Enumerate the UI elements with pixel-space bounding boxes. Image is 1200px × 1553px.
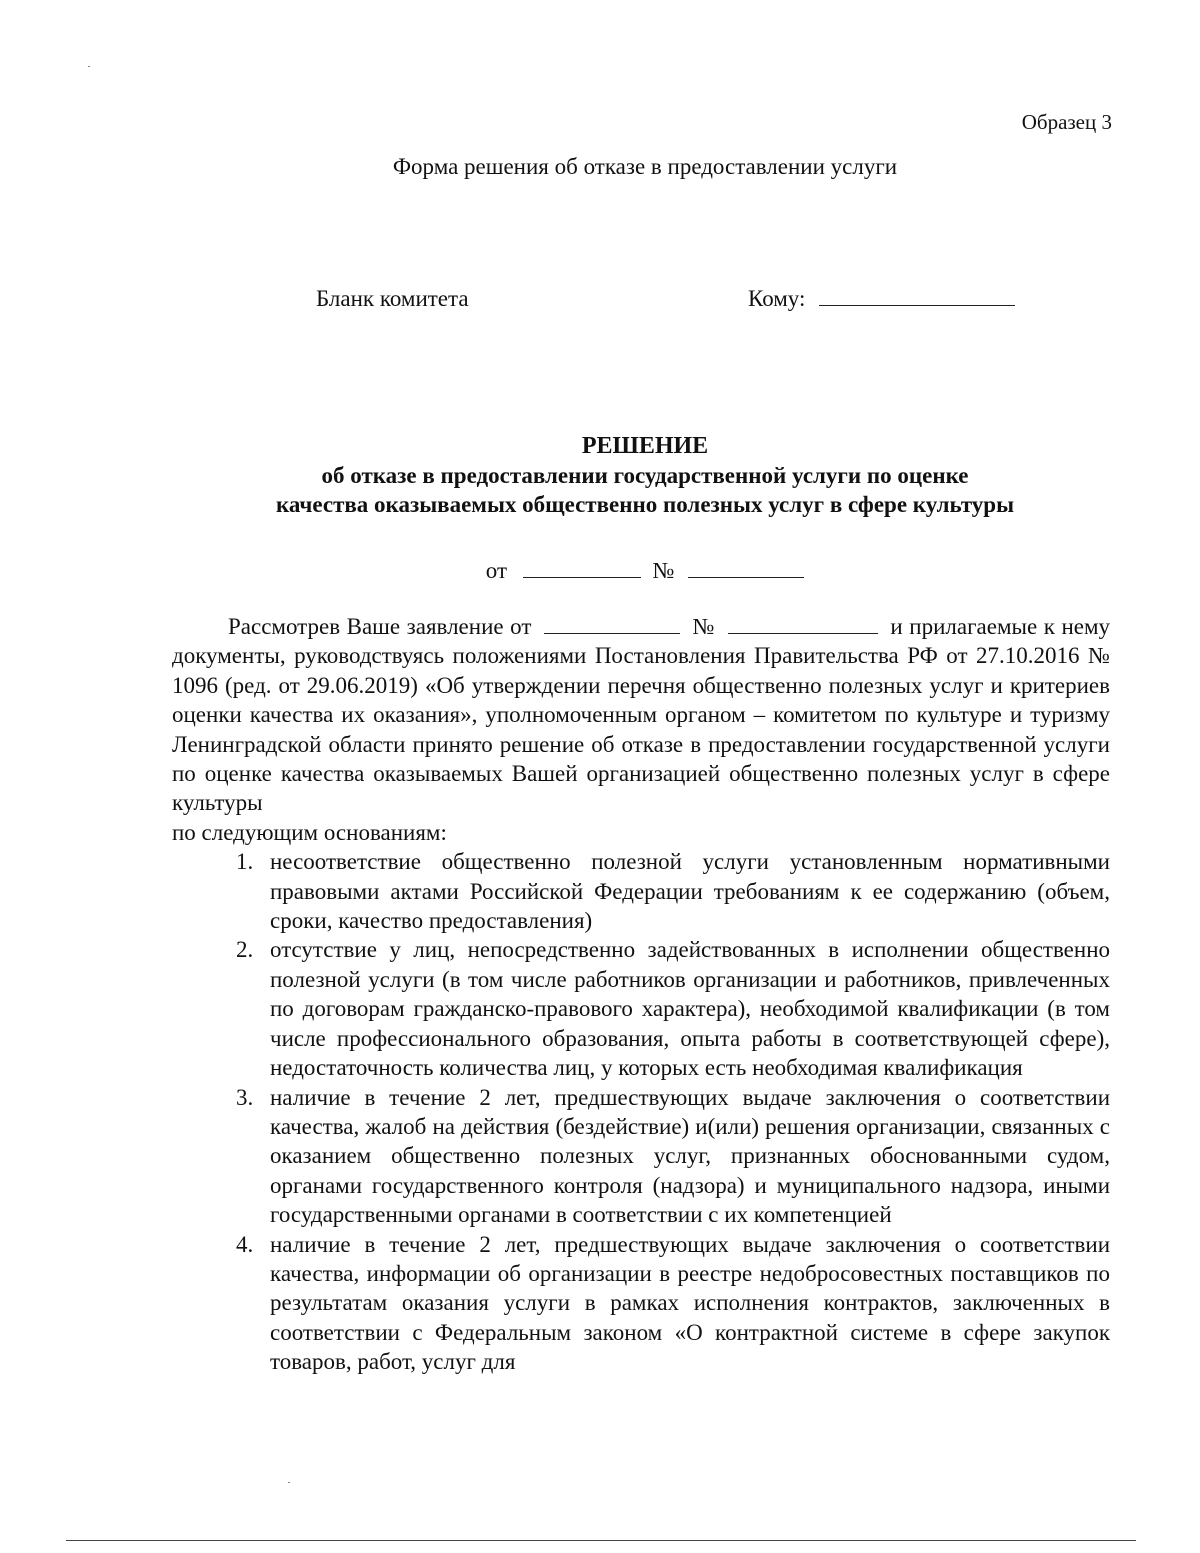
decision-subtitle-line2: качества оказываемых общественно полезных услуг в сфере культуры — [275, 492, 1015, 517]
committee-blank-label: Бланк комитета — [316, 286, 469, 311]
recipient-field — [748, 286, 1015, 312]
list-item-text: наличие в течение 2 лет, предшествующих выдаче заключения о соответствии качества, информации об организации в реестре недобросовестных поставщиков по результатам оказания услуги в рамках исполнения контрактов, заключенных в соответствии с Федеральным законом «О контрактной системе в сфере закупок товаров, работ, услуг для — [270, 1231, 1110, 1375]
recipient-blank-line — [819, 305, 1015, 306]
decision-body — [172, 612, 1110, 1377]
list-item-text: наличие в течение 2 лет, предшествующих выдаче заключения о соответствии качества, жалоб на действия (бездействие) и(или) решения организации, связанных с оказанием общественно полезных услуг, признанных обоснованными судом, органами государственного контроля (надзора) и муниципального надзора, иными государственными органами в соответствии с их компетенцией — [270, 1084, 1110, 1228]
form-title: Форма решения об отказе в предоставлении услуги — [392, 154, 898, 179]
date-from-label: от — [485, 558, 508, 583]
decision-date-number-row — [0, 558, 1200, 584]
intro-start: Рассмотрев Ваше заявление от — [228, 614, 532, 639]
decision-heading — [0, 432, 1200, 519]
intro-paragraph — [172, 612, 1110, 818]
application-date-blank-line — [544, 633, 680, 634]
grounds-intro: по следующим основаниям: — [172, 819, 447, 845]
list-item — [172, 1230, 1110, 1377]
scan-speck — [88, 66, 90, 67]
scan-speck — [288, 1482, 290, 1483]
page-bottom-rule — [66, 1540, 1136, 1541]
list-item-number: 2. — [236, 937, 254, 963]
decision-subtitle-line1: об отказе в предоставлении государственной услуги по оценке — [321, 463, 969, 488]
list-item-text: отсутствие у лиц, непосредственно задействованных в исполнении общественно полезной услуги (в том числе работников организации и работников, привлеченных по договорам гражданско-правового характера), необходимой квалификации (в том числе профессионального образования, опыта работы в соответствующей сфере), недостаточность количества лиц, у которых есть необходимая квалификация — [270, 937, 1110, 1081]
list-item-text: несоответствие общественно полезной услуги установленным нормативными правовыми актами Российской Федерации требованиям к ее содержанию (объем, сроки, качество предоставления) — [270, 849, 1110, 934]
decision-title: РЕШЕНИЕ — [581, 433, 709, 459]
sample-label: Образец 3 — [1021, 110, 1112, 134]
list-item — [172, 847, 1110, 935]
intro-rest: и прилагаемые к нему документы, руководствуясь положениями Постановления Правительства РФ от 27.10.2016 № 1096 (ред. от 29.06.2019) «Об утверждении перечня общественно полезных услуг и критериев оценки качества их оказания», уполномоченным органом – комитетом по культуре и туризму Ленинградской области принято решение об отказе в предоставлении государственной услуги по оценке качества оказываемых Вашей организацией общественно полезных услуг в сфере культуры — [172, 614, 1111, 816]
refusal-reasons-list — [172, 847, 1110, 1376]
application-number-blank-line — [728, 633, 878, 634]
number-sign: № — [652, 558, 675, 583]
list-item-number: 3. — [236, 1084, 254, 1110]
list-item — [172, 1083, 1110, 1230]
recipient-label: Кому: — [748, 286, 806, 311]
intro-number-sign: № — [692, 614, 716, 639]
list-item-number: 1. — [236, 849, 254, 875]
decision-number-blank-line — [688, 577, 804, 578]
list-item — [172, 935, 1110, 1082]
list-item-number: 4. — [236, 1231, 254, 1257]
decision-date-blank-line — [523, 577, 641, 578]
